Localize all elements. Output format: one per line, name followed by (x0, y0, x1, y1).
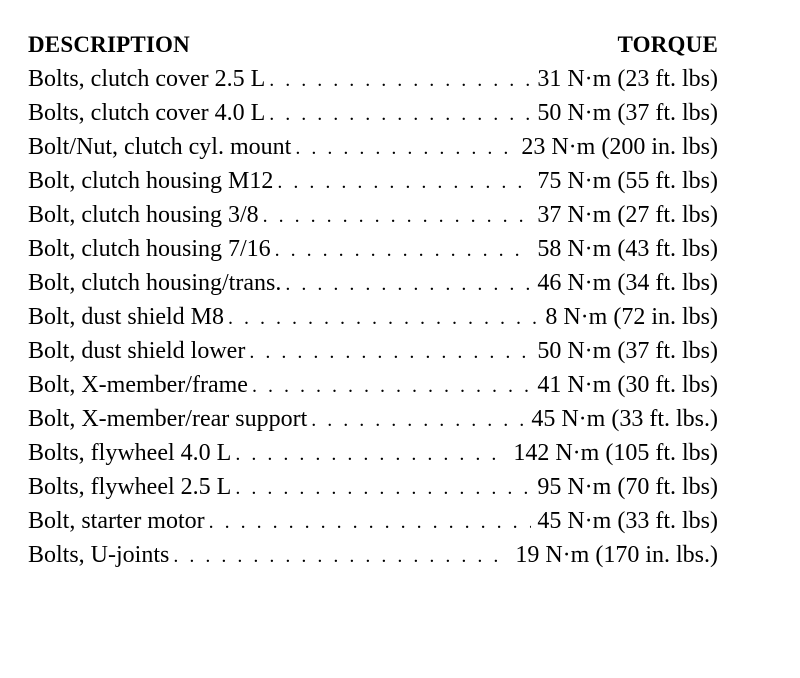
table-header (28, 32, 718, 66)
row-torque: 19 N·m (170 in. lbs.) (515, 542, 718, 568)
dot-leader (252, 375, 531, 398)
row-description: Bolt, clutch housing 7/16 (28, 236, 271, 262)
table-row (28, 100, 718, 134)
row-torque: 45 N·m (33 ft. lbs) (537, 508, 718, 534)
row-torque: 45 N·m (33 ft. lbs.) (531, 406, 718, 432)
dot-leader (275, 239, 532, 262)
dot-leader (209, 511, 532, 534)
row-torque: 50 N·m (37 ft. lbs) (537, 338, 718, 364)
table-row (28, 474, 718, 508)
dot-leader (228, 307, 539, 330)
spec-rows (28, 66, 718, 576)
dot-leader (173, 545, 509, 568)
dot-leader (311, 409, 525, 432)
row-description: Bolt, clutch housing/trans. (28, 270, 282, 296)
row-description: Bolt, X-member/frame (28, 372, 248, 398)
row-torque: 8 N·m (72 in. lbs) (545, 304, 718, 330)
table-row (28, 236, 718, 270)
dot-leader (277, 171, 531, 194)
table-row (28, 406, 718, 440)
dot-leader (269, 103, 531, 126)
row-description: Bolt, clutch housing M12 (28, 168, 274, 194)
row-description: Bolt/Nut, clutch cyl. mount (28, 134, 292, 160)
row-description: Bolt, clutch housing 3/8 (28, 202, 259, 228)
torque-column-header: TORQUE (617, 32, 718, 57)
row-torque: 41 N·m (30 ft. lbs) (537, 372, 718, 398)
table-row (28, 508, 718, 542)
table-row (28, 372, 718, 406)
table-row (28, 168, 718, 202)
row-torque: 75 N·m (55 ft. lbs) (537, 168, 718, 194)
table-row (28, 134, 718, 168)
row-description: Bolts, clutch cover 2.5 L (28, 66, 266, 92)
dot-leader (235, 477, 531, 500)
dot-leader (295, 137, 515, 160)
row-description: Bolt, starter motor (28, 508, 205, 534)
dot-leader (235, 443, 507, 466)
row-description: Bolt, X-member/rear support (28, 406, 308, 432)
row-torque: 46 N·m (34 ft. lbs) (537, 270, 718, 296)
table-row (28, 270, 718, 304)
row-description: Bolts, flywheel 4.0 L (28, 440, 232, 466)
row-torque: 58 N·m (43 ft. lbs) (537, 236, 718, 262)
table-row (28, 66, 718, 100)
dot-leader (249, 341, 531, 364)
row-torque: 142 N·m (105 ft. lbs) (513, 440, 718, 466)
row-description: Bolt, dust shield lower (28, 338, 246, 364)
dot-leader (269, 69, 531, 92)
description-column-header: DESCRIPTION (28, 32, 190, 57)
dot-leader (263, 205, 532, 228)
table-row (28, 338, 718, 372)
torque-spec-table (28, 32, 718, 576)
row-torque: 95 N·m (70 ft. lbs) (537, 474, 718, 500)
row-torque: 31 N·m (23 ft. lbs) (537, 66, 718, 92)
table-row (28, 542, 718, 576)
row-torque: 23 N·m (200 in. lbs) (521, 134, 718, 160)
row-description: Bolts, U-joints (28, 542, 170, 568)
row-description: Bolts, flywheel 2.5 L (28, 474, 232, 500)
row-description: Bolts, clutch cover 4.0 L (28, 100, 266, 126)
dot-leader (285, 273, 531, 296)
row-description: Bolt, dust shield M8 (28, 304, 225, 330)
row-torque: 37 N·m (27 ft. lbs) (537, 202, 718, 228)
table-row (28, 304, 718, 338)
row-torque: 50 N·m (37 ft. lbs) (537, 100, 718, 126)
table-row (28, 440, 718, 474)
table-row (28, 202, 718, 236)
